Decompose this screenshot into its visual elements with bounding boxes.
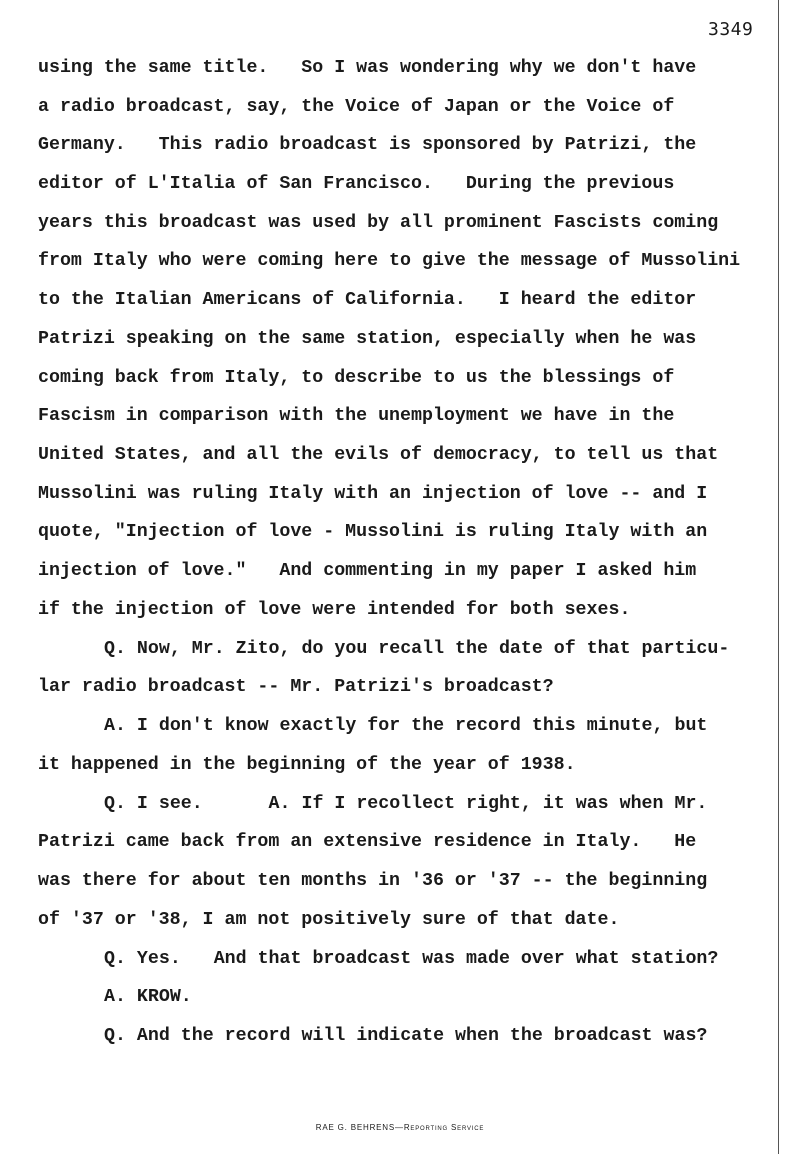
text-line-2: a radio broadcast, say, the Voice of Japan or the Voice of [38, 97, 675, 117]
text-line-3: Germany. This radio broadcast is sponsored by Patrizi, the [38, 135, 697, 155]
text-line-26: Q. And the record will indicate when the broadcast was? [104, 1026, 708, 1046]
reporting-service-footer [0, 1122, 800, 1134]
footer-dash: — [395, 1123, 404, 1132]
text-line-7: to the Italian Americans of California. I heard the editor [38, 290, 697, 310]
text-line-18: A. I don't know exactly for the record this minute, but [104, 716, 708, 736]
text-line-16: Q. Now, Mr. Zito, do you recall the date of that particu- [104, 639, 730, 659]
text-line-6: from Italy who were coming here to give the message of Mussolini [38, 251, 741, 271]
text-line-19: it happened in the beginning of the year of 1938. [38, 755, 576, 775]
text-line-5: years this broadcast was used by all prominent Fascists coming [38, 213, 719, 233]
text-line-14: injection of love." And commenting in my paper I asked him [38, 561, 697, 581]
text-line-21: Patrizi came back from an extensive residence in Italy. He [38, 832, 697, 852]
right-margin-rule [778, 0, 779, 1154]
text-line-10: Fascism in comparison with the unemployment we have in the [38, 406, 675, 426]
text-line-17: lar radio broadcast -- Mr. Patrizi's broadcast? [38, 677, 554, 697]
text-line-15: if the injection of love were intended for both sexes. [38, 600, 631, 620]
text-line-13: quote, "Injection of love - Mussolini is ruling Italy with an [38, 522, 708, 542]
text-line-20: Q. I see. A. If I recollect right, it was when Mr. [104, 794, 708, 814]
text-line-8: Patrizi speaking on the same station, especially when he was [38, 329, 697, 349]
text-line-11: United States, and all the evils of democracy, to tell us that [38, 445, 719, 465]
text-line-9: coming back from Italy, to describe to us the blessings of [38, 368, 675, 388]
text-line-1: using the same title. So I was wondering why we don't have [38, 58, 697, 78]
text-line-12: Mussolini was ruling Italy with an injection of love -- and I [38, 484, 708, 504]
text-line-4: editor of L'Italia of San Francisco. During the previous [38, 174, 675, 194]
footer-name: RAE G. BEHRENS [315, 1123, 395, 1132]
text-line-25: A. KROW. [104, 987, 192, 1007]
text-line-22: was there for about ten months in '36 or '37 -- the beginning [38, 871, 708, 891]
footer-service: Reporting Service [403, 1123, 485, 1132]
text-line-23: of '37 or '38, I am not positively sure of that date. [38, 910, 620, 930]
page-number: 3349 [708, 19, 754, 40]
text-line-24: Q. Yes. And that broadcast was made over what station? [104, 949, 719, 969]
